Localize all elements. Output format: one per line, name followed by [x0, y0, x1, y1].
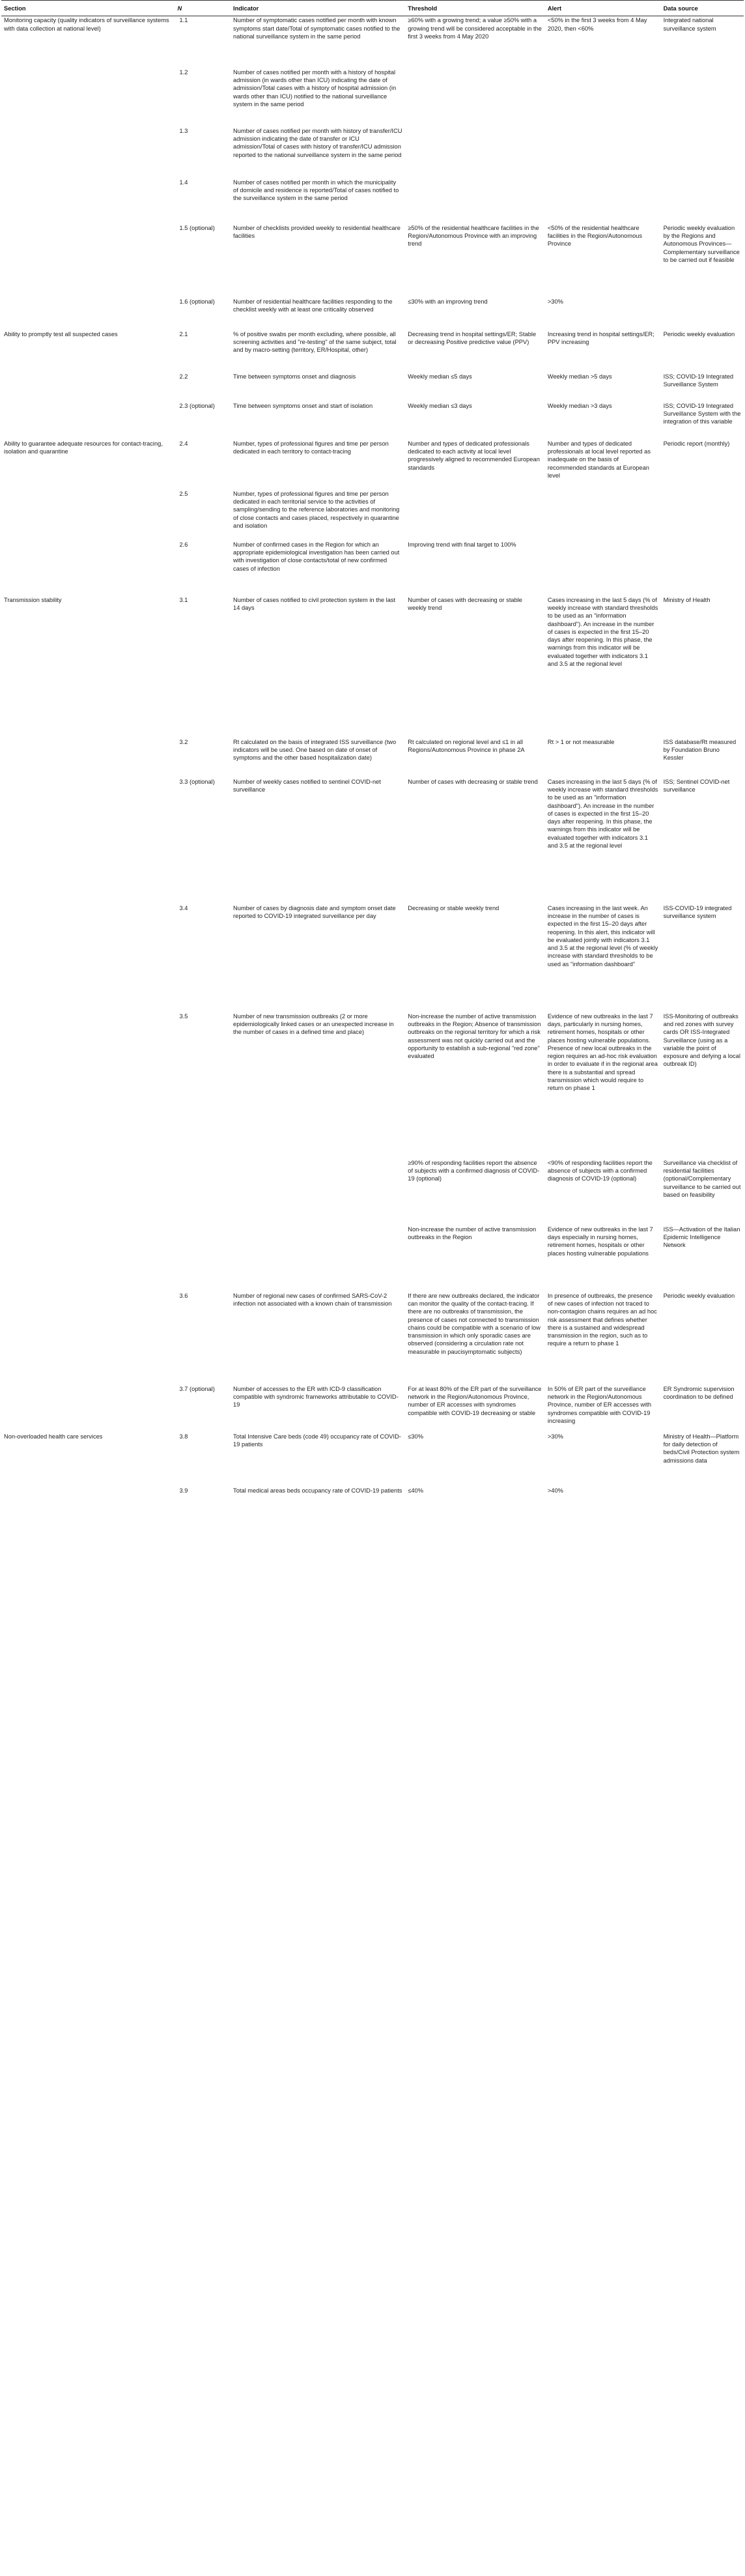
cell-alert: Weekly median >5 days — [547, 373, 612, 380]
cell-indicator: Number of checklists provided weekly to residential healthcare facilities — [233, 224, 401, 240]
cell-alert: <90% of responding facilities report the absence of subjects with a confirmed diagnosis of COVID-19 (optional) — [547, 1159, 653, 1182]
cell-indicator: Total medical areas beds occupancy rate of COVID-19 patients — [233, 1487, 402, 1494]
cell-section — [1, 738, 175, 778]
table-row — [1, 440, 744, 490]
cell-n: 1.1 — [179, 17, 188, 24]
cell-section — [1, 1012, 175, 1159]
cell-data-source: Integrated national surveillance system — [663, 17, 716, 32]
cell-data-source — [661, 298, 744, 330]
cell-alert — [545, 541, 661, 596]
cell-threshold: Non-increase the number of active transmission outbreaks in the Region — [408, 1225, 537, 1241]
cell-section: Transmission stability — [4, 596, 62, 603]
cell-alert — [545, 179, 661, 224]
cell-section — [1, 179, 175, 224]
cell-indicator: Rt calculated on the basis of integrated ISS surveillance (two indicators will be used. One based on date of onset of symptoms and the other based hospitalization date) — [233, 738, 397, 762]
cell-data-source: Periodic weekly evaluation — [663, 1292, 735, 1299]
cell-indicator: Number of symptomatic cases notified per month with known symptoms start date/Total of symptomatic cases notified to the national surveillance system in the same period — [233, 17, 401, 40]
cell-n: 3.3 (optional) — [179, 778, 215, 785]
cell-data-source: ISS; COVID-19 Integrated Surveillance System with the integration of this variable — [663, 402, 741, 425]
cell-threshold: Decreasing trend in hospital settings/ER; Stable or decreasing Positive predictive value (PPV) — [408, 330, 537, 346]
cell-threshold: ≥60% with a growing trend; a value ≥50% with a growing trend will be considered acceptable in the first 3 weeks from 4 May 2020 — [408, 17, 542, 40]
table-row — [1, 298, 744, 330]
cell-section — [1, 490, 175, 541]
table-row — [1, 127, 744, 179]
cell-n: 3.5 — [179, 1012, 188, 1020]
cell-threshold: ≤40% — [408, 1487, 423, 1494]
cell-indicator: Number of regional new cases of confirmed SARS-CoV-2 infection not associated with a known chain of transmission — [233, 1292, 392, 1308]
table-row — [1, 1159, 744, 1225]
cell-section — [1, 68, 175, 127]
cell-alert: In 50% of ER part of the surveillance network in the Region/Autonomous Province, number of ER accesses with syndromes compatible with COVID-19 increasing — [547, 1385, 652, 1424]
cell-section: Ability to promptly test all suspected cases — [4, 330, 118, 337]
cell-n: 3.8 — [179, 1433, 188, 1440]
cell-section: Ability to guarantee adequate resources for contact-tracing, isolation and quarantine — [4, 440, 163, 455]
cell-section — [1, 402, 175, 440]
cell-section — [1, 778, 175, 904]
cell-n — [175, 1225, 231, 1292]
cell-data-source: Periodic weekly evaluation by the Regions and Autonomous Provinces—Complementary surveillance to be carried out if feasible — [663, 224, 740, 263]
cell-n: 2.1 — [179, 330, 188, 337]
cell-alert — [545, 490, 661, 541]
cell-alert: <50% of the residential healthcare facilities in the Region/Autonomous Province — [547, 224, 643, 248]
table-row — [1, 1225, 744, 1292]
table-row — [1, 1292, 744, 1385]
cell-alert: Increasing trend in hospital settings/ER; PPV increasing — [547, 330, 654, 346]
cell-data-source — [661, 1487, 744, 1513]
cell-data-source — [661, 490, 744, 541]
table-row — [1, 224, 744, 298]
cell-indicator: Number of confirmed cases in the Region for which an appropriate epidemiological investigation has been carried out with investigation of close contacts/total of new confirmed cases of infection — [233, 541, 400, 572]
cell-n: 2.4 — [179, 440, 188, 447]
cell-section — [1, 541, 175, 596]
cell-threshold: Weekly median ≤3 days — [408, 402, 472, 409]
cell-data-source: Periodic report (monthly) — [663, 440, 730, 447]
cell-section — [1, 373, 175, 402]
cell-data-source: ISS—Activation of the Italian Epidemic Intelligence Network — [663, 1225, 740, 1249]
table-row — [1, 1012, 744, 1159]
cell-threshold: For at least 80% of the ER part of the surveillance network in the Region/Autonomous Province, number of ER accesses with syndromes compatible with COVID-19 decreasing or stable — [408, 1385, 542, 1416]
cell-section — [1, 1225, 175, 1292]
table-row — [1, 330, 744, 373]
header-alert: Alert — [545, 1, 661, 16]
cell-alert: Cases increasing in the last 5 days (% of weekly increase with standard thresholds to be used as an "information dashboard"). An increase in the number of cases is expected in the first 15–20 days after reopening. In this phase, the warnings from this indicator will be evaluated together with indicators 3.1 and 3.5 at the regional level — [547, 596, 658, 667]
cell-indicator: Number of weekly cases notified to sentinel COVID-net surveillance — [233, 778, 381, 794]
table-row — [1, 1385, 744, 1433]
cell-n: 3.9 — [179, 1487, 188, 1494]
cell-threshold: ≥90% of responding facilities report the absence of subjects with a confirmed diagnosis of COVID-19 (optional) — [408, 1159, 540, 1182]
cell-indicator: Number of residential healthcare facilities responding to the checklist weekly with at least one criticality observed — [233, 298, 393, 313]
cell-threshold: Rt calculated on regional level and ≤1 in all Regions/Autonomous Province in phase 2A — [408, 738, 525, 754]
cell-n: 1.5 (optional) — [179, 224, 215, 231]
cell-n — [175, 1159, 231, 1225]
cell-alert: Cases increasing in the last week. An increase in the number of cases is expected in the first 15–20 days after reopening. In this alert, this indicator will be evaluated jointly with indicators 3.1 and 3.5 at the regional level (% of weekly increase with standard thresholds to be used as "information dashboard" — [547, 904, 658, 967]
cell-indicator: Number, types of professional figures and time per person dedicated in each territorial service to the activities of sampling/sending to the reference laboratories and monitoring of close contacts and cases placed, respectively in quarantine and isolation — [233, 490, 400, 529]
cell-section: Monitoring capacity (quality indicators of surveillance systems with data collection at national level) — [4, 17, 169, 32]
table-row — [1, 402, 744, 440]
cell-data-source: Ministry of Health — [663, 596, 710, 603]
cell-section — [1, 298, 175, 330]
table-row — [1, 68, 744, 127]
cell-threshold: Number of cases with decreasing or stable trend — [408, 778, 538, 785]
header-row — [1, 1, 744, 16]
table-row — [1, 541, 744, 596]
cell-n: 3.4 — [179, 904, 188, 911]
table-row — [1, 596, 744, 738]
cell-threshold — [405, 490, 545, 541]
cell-alert: Cases increasing in the last 5 days (% of weekly increase with standard thresholds to be used as an "information dashboard"). An increase in the number of cases is expected in the first 15–20 days after reopening. In this phase, the warnings from this indicator will be evaluated together with indicators 3.1 and 3.5 at the regional level — [547, 778, 658, 849]
cell-alert: >30% — [547, 298, 563, 305]
cell-threshold — [405, 68, 545, 127]
header-section: Section — [1, 1, 175, 16]
cell-indicator: Number of cases by diagnosis date and symptom onset date reported to COVID-19 integrated surveillance per day — [233, 904, 396, 920]
cell-n: 3.6 — [179, 1292, 188, 1299]
header-data-source: Data source — [661, 1, 744, 16]
cell-threshold — [405, 127, 545, 179]
cell-indicator: Number of accesses to the ER with ICD-9 classification compatible with syndromic frameworks attributable to COVID-19 — [233, 1385, 399, 1409]
cell-n: 1.4 — [179, 179, 188, 186]
cell-indicator: Number of cases notified per month with a history of hospital admission (in wards other than ICU) indicating the date of admission/Total cases with a history of hospital admission (in wards other than ICU) notified to the national surveillance system in the same period — [233, 68, 397, 107]
table-row — [1, 778, 744, 904]
table-row — [1, 1433, 744, 1487]
cell-data-source — [661, 541, 744, 596]
cell-threshold: Improving trend with final target to 100% — [408, 541, 516, 548]
cell-data-source — [661, 127, 744, 179]
cell-indicator: Number of cases notified to civil protection system in the last 14 days — [233, 596, 396, 612]
cell-threshold: ≤30% — [408, 1433, 423, 1440]
cell-threshold — [405, 179, 545, 224]
indicators-table — [1, 0, 744, 1513]
cell-threshold: If there are new outbreaks declared, the indicator can monitor the quality of the contact-tracing. If there are no outbreaks of transmission, the presence of cases not connected to transmission chains could be compatible with a scenario of low transmission in which only sporadic cases are observed (considering a circulation rate not measurable in paucisymptomatic subjects) — [408, 1292, 541, 1355]
cell-n: 3.7 (optional) — [179, 1385, 215, 1392]
cell-data-source: ISS-Monitoring of outbreaks and red zones with survey cards OR ISS-Integrated Surveillance (using as a variable the point of exposure and defying a local outbreak ID) — [663, 1012, 740, 1068]
cell-alert: Number and types of dedicated professionals at local level reported as inadequate on the basis of recommended standards at European level — [547, 440, 651, 479]
cell-threshold: Decreasing or stable weekly trend — [408, 904, 499, 911]
table-row — [1, 1487, 744, 1513]
cell-threshold: ≤30% with an improving trend — [408, 298, 488, 305]
cell-n: 3.1 — [179, 596, 188, 603]
cell-alert: Weekly median >3 days — [547, 402, 612, 409]
cell-threshold: Non-increase the number of active transmission outbreaks in the Region; Absence of transmission outbreaks on the regional territory for which a risk assessment was not quickly carried out and the opportunity to establish a sub-regional "red zone" evaluated — [408, 1012, 541, 1060]
cell-indicator: Number of new transmission outbreaks (2 or more epidemiologically linked cases or an unexpected increase in the number of cases in a defined time and place) — [233, 1012, 394, 1036]
cell-data-source: Ministry of Health—Platform for daily detection of beds/Civil Protection system admissions data — [663, 1433, 740, 1464]
cell-data-source — [661, 68, 744, 127]
cell-section: Non-overloaded health care services — [4, 1433, 103, 1440]
cell-alert: >40% — [547, 1487, 563, 1494]
cell-alert: In presence of outbreaks, the presence of new cases of infection not traced to non-contagion chains requires an ad hoc risk assessment that defines whether there is a sustained and widespread transmission in the region, such as to require a return to phase 1 — [547, 1292, 657, 1347]
cell-indicator — [231, 1225, 405, 1292]
cell-alert: <50% in the first 3 weeks from 4 May 2020, then <60% — [547, 17, 647, 32]
cell-section — [1, 1159, 175, 1225]
table-row — [1, 490, 744, 541]
cell-section — [1, 904, 175, 1012]
cell-threshold: Weekly median ≤5 days — [408, 373, 472, 380]
table-row — [1, 738, 744, 778]
cell-data-source: ISS; Sentinel COVID-net surveillance — [663, 778, 730, 794]
header-threshold: Threshold — [405, 1, 545, 16]
cell-threshold: ≥50% of the residential healthcare facilities in the Region/Autonomous Province with an improving trend — [408, 224, 539, 248]
cell-section — [1, 127, 175, 179]
cell-data-source: ISS database/Rt measured by Foundation Bruno Kessler — [663, 738, 737, 762]
cell-indicator: Number of cases notified per month in which the municipality of domicile and residence is reported/Total of cases notified to the surveillance system in the same period — [233, 179, 399, 202]
cell-data-source: ISS-COVID-19 integrated surveillance system — [663, 904, 732, 920]
cell-data-source: ISS; COVID-19 Integrated Surveillance System — [663, 373, 734, 388]
cell-indicator — [231, 1159, 405, 1225]
cell-data-source: ER Syndromic supervision coordination to be defined — [663, 1385, 735, 1401]
cell-indicator: Time between symptoms onset and start of isolation — [233, 402, 373, 409]
cell-n: 1.2 — [179, 68, 188, 76]
cell-n: 1.6 (optional) — [179, 298, 215, 305]
cell-data-source: Periodic weekly evaluation — [663, 330, 735, 337]
cell-indicator: % of positive swabs per month excluding, where possible, all screening activities and "re-testing" of the same subject, total and by macro-setting (territory, ER/Hospital, other) — [233, 330, 397, 354]
cell-n: 2.3 (optional) — [179, 402, 215, 409]
cell-threshold: Number of cases with decreasing or stable weekly trend — [408, 596, 522, 612]
cell-n: 3.2 — [179, 738, 188, 745]
cell-alert: >30% — [547, 1433, 563, 1440]
cell-n: 2.2 — [179, 373, 188, 380]
header-indicator: Indicator — [231, 1, 405, 16]
cell-indicator: Time between symptoms onset and diagnosis — [233, 373, 356, 380]
header-n: N — [175, 1, 231, 16]
cell-data-source: Surveillance via checklist of residential facilities (optional/Complementary surveillance to be carried out based on feasibility — [663, 1159, 741, 1198]
cell-n: 1.3 — [179, 127, 188, 134]
cell-section — [1, 1292, 175, 1385]
table-row — [1, 179, 744, 224]
cell-n: 2.6 — [179, 541, 188, 548]
cell-section — [1, 1385, 175, 1433]
cell-data-source — [661, 179, 744, 224]
cell-alert — [545, 68, 661, 127]
cell-indicator: Number, types of professional figures and time per person dedicated in each territory to contact-tracing — [233, 440, 389, 455]
cell-indicator: Number of cases notified per month with history of transfer/ICU admission indicating the date of transfer or ICU admission/Total of cases with history of transfer/ICU admission reported to the national surveillance system in the same period — [233, 127, 402, 158]
table-row — [1, 16, 744, 68]
cell-alert: Evidence of new outbreaks in the last 7 days, particularly in nursing homes, retirement homes, hospitals or other places hosting vulnerable populations. Presence of new local outbreaks in the region requires an ad-hoc risk evaluation in order to evaluate if in the regional area there is a substantial and spread transmission which would require to return on phase 1 — [547, 1012, 658, 1092]
cell-indicator: Total Intensive Care beds (code 49) occupancy rate of COVID-19 patients — [233, 1433, 401, 1448]
table-row — [1, 373, 744, 402]
cell-section — [1, 224, 175, 298]
table-row — [1, 904, 744, 1012]
cell-n: 2.5 — [179, 490, 188, 497]
cell-alert: Evidence of new outbreaks in the last 7 days especially in nursing homes, retirement homes, hospitals or other places hosting vulnerable populations — [547, 1225, 653, 1257]
cell-alert — [545, 127, 661, 179]
cell-section — [1, 1487, 175, 1513]
cell-alert: Rt > 1 or not measurable — [547, 738, 615, 745]
cell-threshold: Number and types of dedicated professionals dedicated to each activity at local level progressively aligned to recommended European standards — [408, 440, 540, 471]
